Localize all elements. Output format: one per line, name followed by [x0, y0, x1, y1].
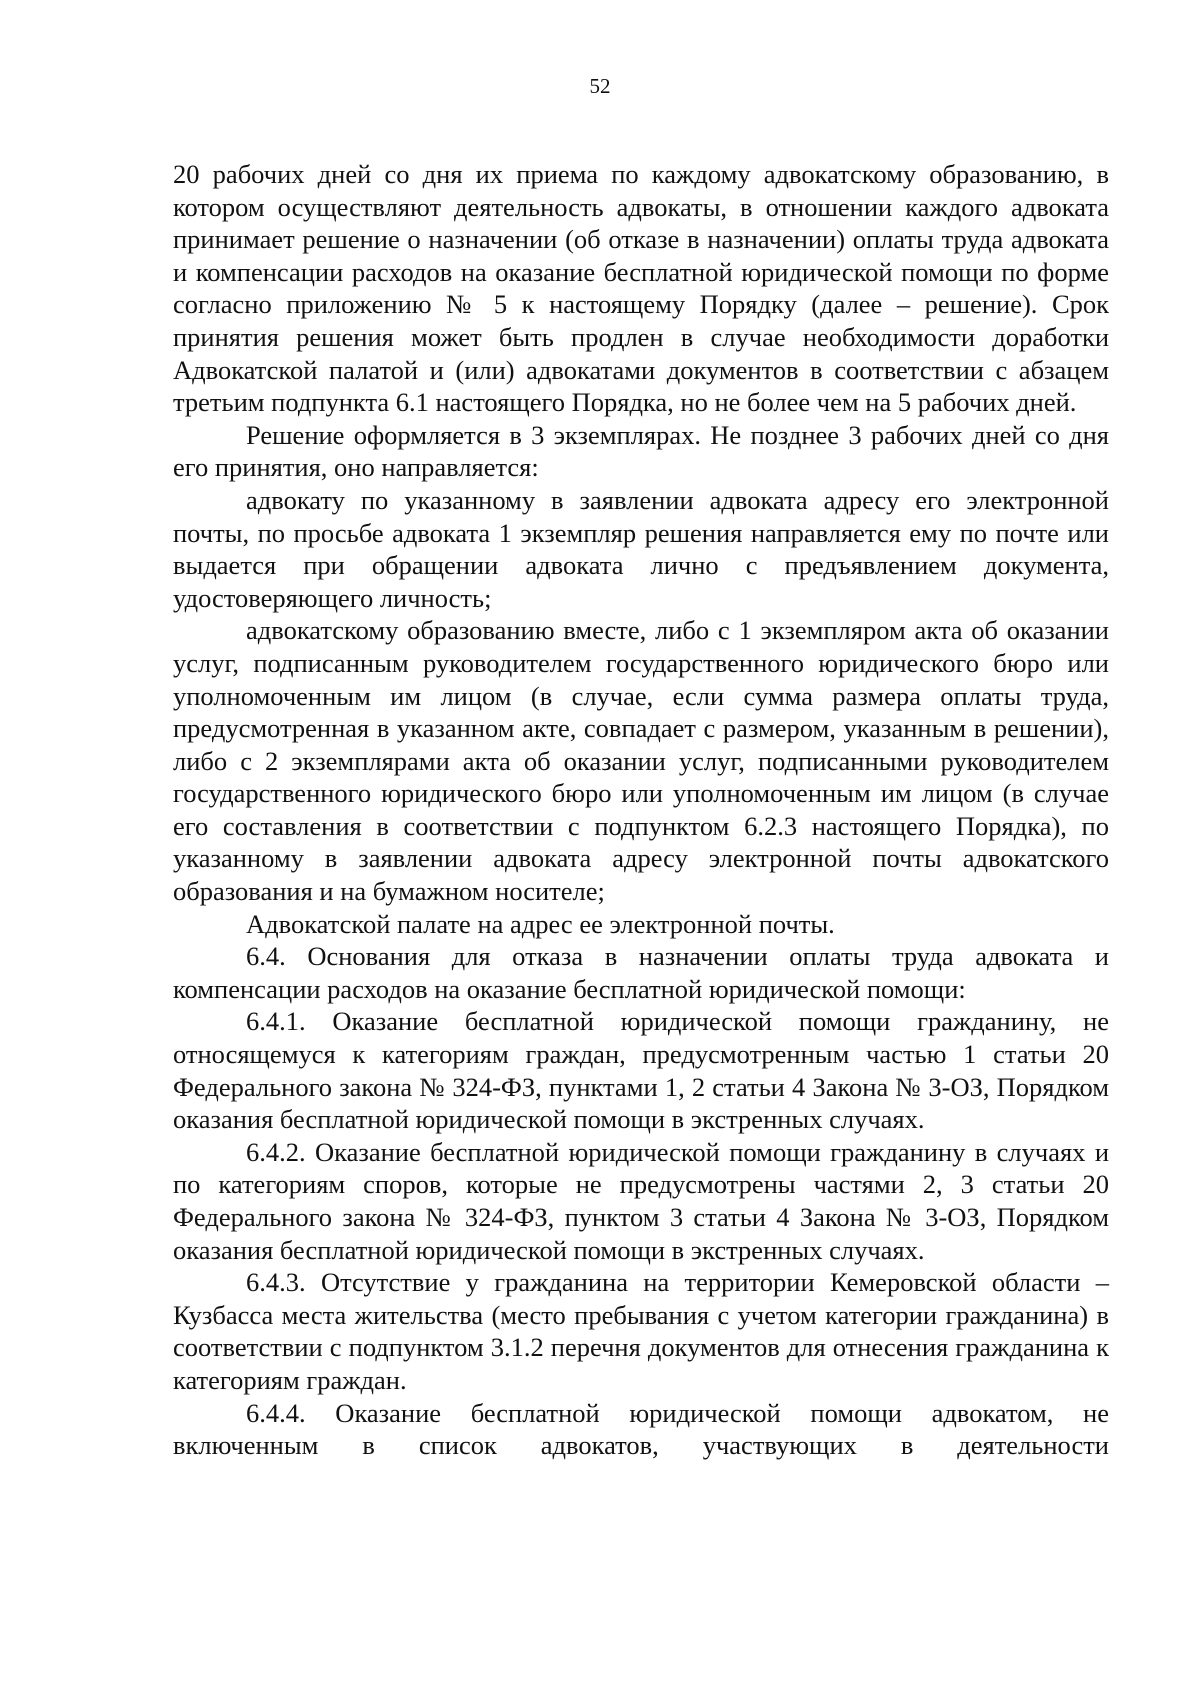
paragraph-decision-copies: Решение оформляется в 3 экземплярах. Не позднее 3 рабочих дней со дня его принятия, оно направляется: — [173, 419, 1109, 483]
paragraph-6-4-3: 6.4.3. Отсутствие у гражданина на территории Кемеровской области – Кузбасса места жительства (место пребывания с учетом категории гражданина) в соответствии с подпунктом 3.1.2 перечня документов для отнесения гражданина к категориям граждан. — [173, 1267, 1109, 1395]
paragraph-to-bar-chamber: Адвокатской палате на адрес ее электронной почты. — [246, 908, 835, 939]
paragraph-to-bar-formation: адвокатскому образованию вместе, либо с 1 экземпляром акта об оказании услуг, подписанным руководителем государственного юридического бюро или уполномоченным им лицом (в случае, если сумма размера оплаты труда, предусмотренная в указанном акте, совпадает с размером, указанным в решении), либо с 2 экземплярами акта об оказании услуг, подписанными руководителем государственного юридического бюро или уполномоченным им лицом (в случае его составления в соответствии с подпунктом 6.2.3 настоящего Порядка), по указанному в заявлении адвоката адресу электронной почты адвокатского образования и на бумажном носителе; — [173, 615, 1109, 907]
paragraph-6-4-2: 6.4.2. Оказание бесплатной юридической помощи гражданину в случаях и по категориям споров, которые не предусмотрены частями 2, 3 статьи 20 Федерального закона № 324-ФЗ, пунктом 3 статьи 4 Закона № 3-ОЗ, Порядком оказания бесплатной юридической помощи в экстренных случаях. — [173, 1136, 1109, 1265]
paragraph-decision-deadline: 20 рабочих дней со дня их приема по каждому адвокатскому образованию, в котором осуществляют деятельность адвокаты, в отношении каждого адвоката принимает решение о назначении (об отказе в назначении) оплаты труда адвоката и компенсации расходов на оказание бесплатной юридической помощи по форме согласно приложению № 5 к настоящему Порядку (далее – решение). Срок принятия решения может быть продлен в случае необходимости доработки Адвокатской палатой и (или) адвокатами документов в соответствии с абзацем третьим подпункта 6.1 настоящего Порядка, но не более чем на 5 рабочих дней. — [173, 159, 1109, 418]
paragraph-to-advocate: адвокату по указанному в заявлении адвоката адресу его электронной почты, по просьбе адвоката 1 экземпляр решения направляется ему по почте или выдается при обращении адвоката лично с предъявлением документа, удостоверяющего личность; — [173, 484, 1109, 613]
page-number: 52 — [589, 74, 611, 98]
paragraph-6-4-4: 6.4.4. Оказание бесплатной юридической помощи адвокатом, не включенным в список адвокатов, участвующих в деятельности — [173, 1397, 1109, 1461]
paragraph-6-4-1: 6.4.1. Оказание бесплатной юридической помощи гражданину, не относящемуся к категориям граждан, предусмотренным частью 1 статьи 20 Федерального закона № 324-ФЗ, пунктами 1, 2 статьи 4 Закона № 3-ОЗ, Порядком оказания бесплатной юридической помощи в экстренных случаях. — [173, 1006, 1109, 1135]
paragraph-6-4: 6.4. Основания для отказа в назначении оплаты труда адвоката и компенсации расходов на оказание бесплатной юридической помощи: — [173, 941, 1109, 1004]
document-body — [173, 158, 1109, 1462]
